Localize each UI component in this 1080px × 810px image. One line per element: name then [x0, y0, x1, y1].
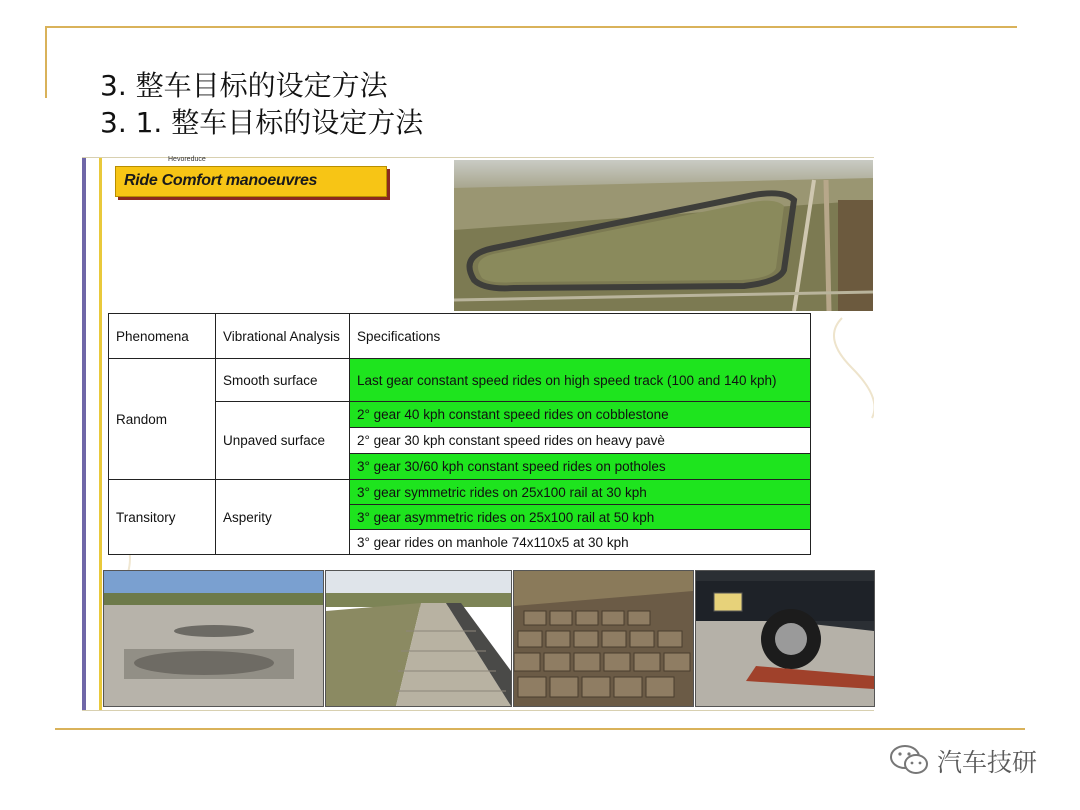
car-on-rail-photo	[695, 570, 875, 707]
spec-cell: 3° gear 30/60 kph constant speed rides on potholes	[350, 454, 811, 480]
phenomena-transitory: Transitory	[109, 480, 216, 555]
banner-caption: Hevoreduce	[168, 156, 206, 163]
analysis-asperity: Asperity	[216, 480, 350, 555]
aerial-track-photo	[454, 160, 873, 311]
header-vibrational-analysis: Vibrational Analysis	[216, 314, 350, 359]
spec-cell: 2° gear 30 kph constant speed rides on heavy pavè	[350, 428, 811, 454]
spec-cell: 3° gear asymmetric rides on 25x100 rail at 50 kph	[350, 505, 811, 530]
spec-cell: 3° gear rides on manhole 74x110x5 at 30 kph	[350, 530, 811, 555]
phenomena-random: Random	[109, 359, 216, 480]
spec-cell: 3° gear symmetric rides on 25x100 rail at 30 kph	[350, 480, 811, 505]
slide-title: 3. 整车目标的设定方法	[100, 69, 388, 102]
ride-comfort-table	[108, 313, 811, 555]
header-phenomena: Phenomena	[109, 314, 216, 359]
spec-cell: Last gear constant speed rides on high speed track (100 and 140 kph)	[350, 359, 811, 402]
slide-top-rule	[45, 26, 1017, 28]
banner-text: Ride Comfort manoeuvres	[124, 172, 318, 189]
header-specifications: Specifications	[350, 314, 811, 359]
watermark-text: 汽车技研	[937, 748, 1038, 777]
slide-subtitle: 3. 1. 整车目标的设定方法	[100, 106, 424, 139]
wechat-icon	[889, 743, 931, 782]
table-row	[109, 359, 811, 402]
pothole-road-photo	[103, 570, 324, 707]
section-banner	[115, 166, 387, 197]
spec-cell: 2° gear 40 kph constant speed rides on cobblestone	[350, 402, 811, 428]
heavy-pave-road-photo	[513, 570, 694, 707]
analysis-smooth-surface: Smooth surface	[216, 359, 350, 402]
table-row	[109, 480, 811, 505]
slide-left-rule	[45, 26, 47, 98]
analysis-unpaved-surface: Unpaved surface	[216, 402, 350, 480]
slide-bottom-rule	[55, 728, 1025, 730]
table-header-row	[109, 314, 811, 359]
cobblestone-road-photo	[325, 570, 512, 707]
